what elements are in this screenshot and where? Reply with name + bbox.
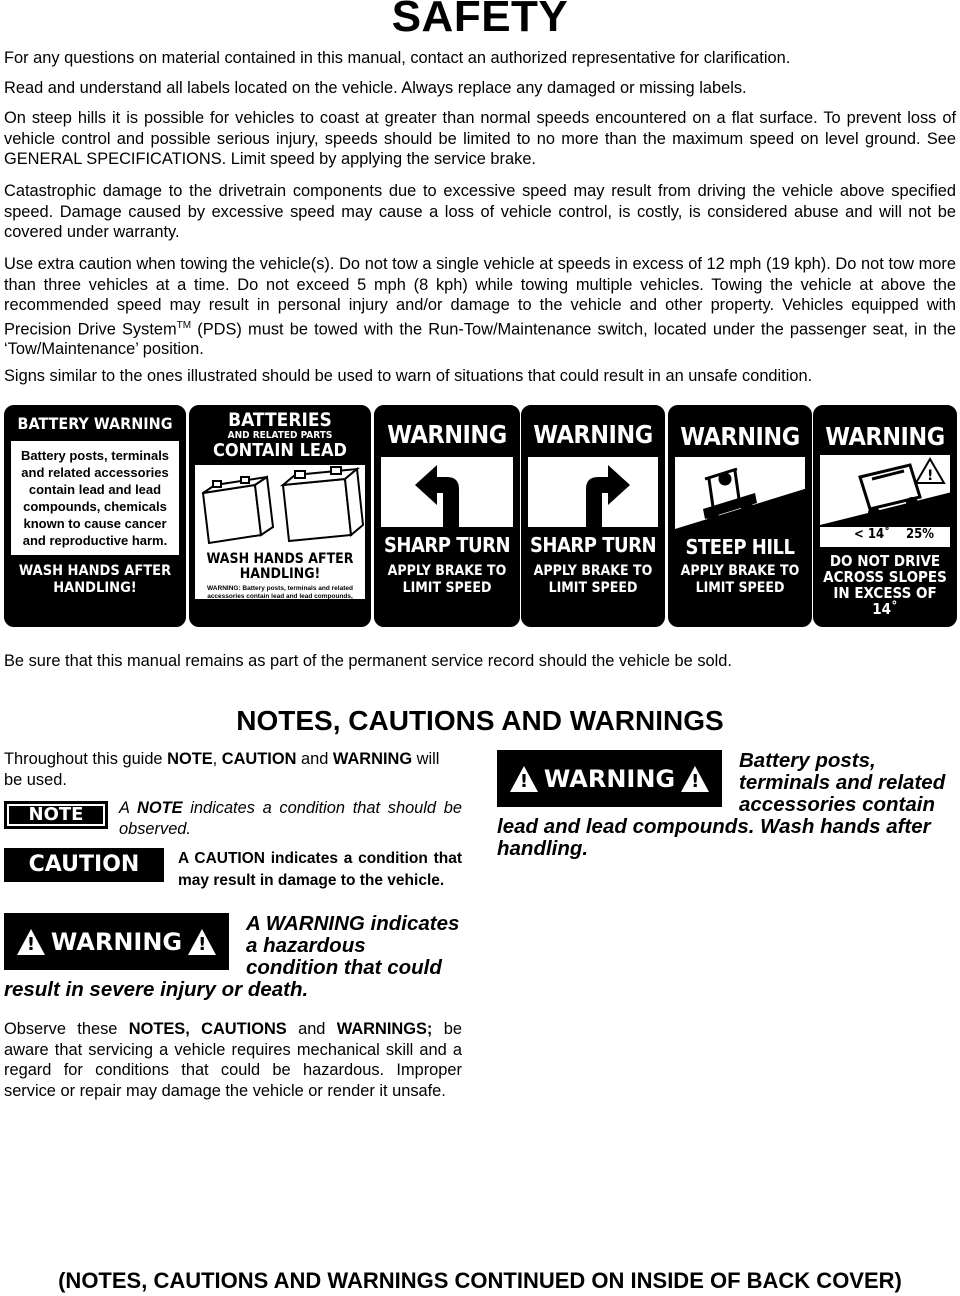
- steep-hills-paragraph: On steep hills it is possible for vehicles to coast at greater than normal speeds encountered on a flat surface. To prevent loss of vehicle control and possible serious injury, speeds should be limited to no more than the maximum speed on level ground. See GENERAL SPECIFICATIONS. Limit speed by applying the service brake.: [4, 109, 956, 168]
- batteries-footer: WASH HANDS AFTER HANDLING!: [206, 551, 354, 582]
- warning-triangle-icon: !: [188, 929, 216, 955]
- towing-paragraph: Use extra caution when towing the vehicle(s). Do not tow a single vehicle at speeds in excess of 12 mph (19 kph). Do not tow more than three vehicles at a time. Do not exceed 5 mph (8 kph) while towing multiple vehicles. Towing the vehicle at above the recommended speed may result in personal injury and/or damage to the vehicle and other property. Vehicles equipped with Precision Drive System™ (PDS) must be towed with the Run-Tow/Maintenance switch, located under the passenger seat, in the ‘Tow/Maintenance’ position.: [4, 255, 956, 359]
- batteries-line1: BATTERIES: [228, 409, 332, 431]
- ncw-heading: NOTES, CAUTIONS AND WARNINGS: [236, 705, 724, 736]
- steep-hill-sub: APPLY BRAKE TO LIMIT SPEED: [680, 563, 800, 596]
- continued-footer: (NOTES, CAUTIONS AND WARNINGS CONTINUED ON INSIDE OF BACK COVER): [58, 1268, 902, 1293]
- hill-panel: [675, 457, 805, 529]
- sharp-turn-right-sign: [521, 405, 665, 627]
- clarification-paragraph: For any questions on material contained in this manual, contact an authorized representative for clarification.: [4, 49, 791, 67]
- rollover-cart-icon: [820, 455, 956, 527]
- note-description: A NOTE indicates a condition that should be observed.: [119, 799, 462, 838]
- arrow-panel: [381, 457, 513, 527]
- sharp-turn-left-sign: [374, 405, 520, 627]
- slopes-sub: DO NOT DRIVE ACROSS SLOPES IN EXCESS OF 14˚: [823, 552, 947, 618]
- ncw-intro: Throughout this guide NOTE, CAUTION and WARNING will be used.: [4, 750, 440, 789]
- battery-warning-sign: [4, 405, 186, 627]
- sharp-right-sub: APPLY BRAKE TO LIMIT SPEED: [533, 563, 653, 596]
- batteries-contain-lead-sign: [189, 405, 371, 627]
- turn-right-arrow-icon: [528, 457, 664, 527]
- sharp-left-header: WARNING: [387, 420, 507, 449]
- batteries-line2: AND RELATED PARTS: [227, 430, 333, 441]
- batteries-illustration-panel: [195, 465, 365, 615]
- warning-description: A WARNING indicates a hazardous condition that could: [246, 912, 460, 979]
- drivetrain-paragraph: Catastrophic damage to the drivetrain components due to excessive speed may result from driving the vehicle above specified speed. Damage caused by excessive speed may cause a loss of vehicle control, is costly, is considered abuse and will not be covered under warranty.: [4, 182, 956, 241]
- battery-icon: [195, 465, 371, 545]
- steep-hill-cart-icon: [675, 457, 811, 529]
- warning-description-end: result in severe injury or death.: [4, 978, 309, 1001]
- warning-triangle-icon: !: [17, 929, 45, 955]
- sharp-right-header: WARNING: [533, 420, 653, 449]
- slope-angle-label: < 14˚: [854, 527, 890, 542]
- caution-description: A CAUTION indicates a condition that may result in damage to the vehicle.: [178, 850, 462, 889]
- note-tag: NOTE: [4, 801, 108, 829]
- steep-hill-sign: [668, 405, 812, 627]
- turn-left-arrow-icon: [381, 457, 519, 527]
- warning-triangle-icon: !: [681, 766, 709, 792]
- slopes-header: WARNING: [825, 422, 945, 451]
- battery-warning-header: BATTERY WARNING: [17, 414, 173, 433]
- batteries-fine-print: WARNING: Battery posts, terminals and related accessories contain lead and lead compounds, chemicals known to cause cancer and reproductive harm.: [200, 585, 360, 615]
- battery-warning-footer: WASH HANDS AFTER HANDLING!: [18, 563, 172, 596]
- caution-tag: CAUTION: [4, 848, 164, 882]
- arrow-panel: [528, 457, 658, 527]
- battery-warning-description: Battery posts, terminals and related accessories contain: [739, 749, 946, 816]
- batteries-line3: CONTAIN LEAD: [213, 440, 347, 461]
- labels-paragraph: Read and understand all labels located on the vehicle. Always replace any damaged or missing labels.: [4, 79, 747, 97]
- warning-triangle-icon: !: [510, 766, 538, 792]
- sharp-right-title: SHARP TURN: [529, 533, 657, 557]
- sharp-left-title: SHARP TURN: [383, 533, 511, 557]
- slope-grade-label: 25%: [906, 527, 934, 542]
- battery-warning-tag: ! WARNING !: [497, 750, 722, 807]
- steep-hill-header: WARNING: [680, 422, 800, 451]
- steep-hill-title: STEEP HILL: [685, 535, 795, 559]
- slope-panel: [820, 455, 950, 547]
- slopes-sign: [813, 405, 957, 627]
- battery-warning-body: Battery posts, terminals and related accessories contain lead and lead compounds, chemicals known to cause cancer and reproductive harm.: [11, 441, 179, 555]
- warning-tag: ! WARNING !: [4, 913, 229, 970]
- service-record-paragraph: Be sure that this manual remains as part of the permanent service record should the vehicle be sold.: [4, 652, 732, 670]
- battery-warning-description-end: lead and lead compounds. Wash hands after handling.: [497, 815, 931, 860]
- observe-paragraph: Observe these NOTES, CAUTIONS and WARNINGS; be aware that servicing a vehicle requires mechanical skill and a regard for conditions that could be hazardous. Improper service or repair may damage the vehicle or render it unsafe.: [4, 1020, 462, 1100]
- page-title: SAFETY: [391, 0, 569, 41]
- signs-paragraph: Signs similar to the ones illustrated should be used to warn of situations that could result in an unsafe condition.: [4, 367, 813, 385]
- svg-text:!: !: [927, 468, 934, 484]
- sharp-left-sub: APPLY BRAKE TO LIMIT SPEED: [387, 563, 507, 596]
